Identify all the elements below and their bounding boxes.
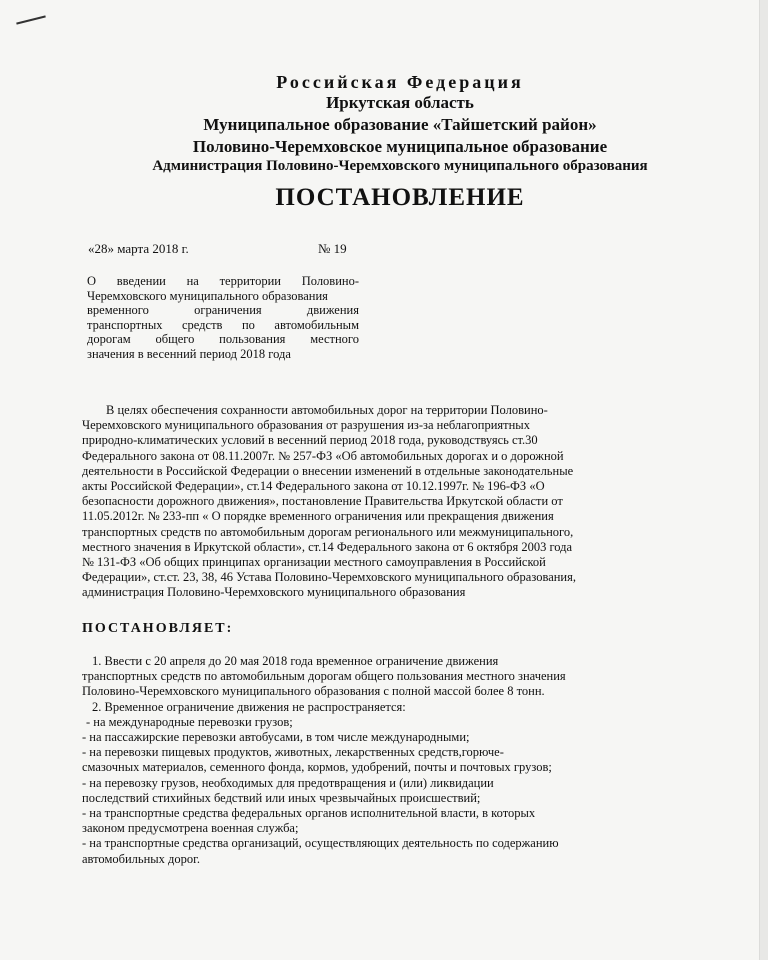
preamble-line: безопасности дорожного движения», постановление Правительства Иркутской области от bbox=[82, 494, 563, 509]
item-line: - на транспортные средства организаций, осуществляющих деятельность по содержанию bbox=[82, 836, 559, 851]
decree-items bbox=[82, 654, 634, 867]
subject-line: значения в весенний период 2018 года bbox=[87, 346, 291, 361]
preamble-line: администрация Половино-Черемховского муниципального образования bbox=[82, 585, 466, 600]
item-line: - на перевозку грузов, необходимых для предотвращения и (или) ликвидации bbox=[82, 775, 494, 790]
header-region: Иркутская область bbox=[326, 93, 474, 112]
header-district: Муниципальное образование «Тайшетский район» bbox=[203, 115, 597, 134]
header-administration: Администрация Половино-Черемховского муниципального образования bbox=[152, 158, 648, 174]
subject-line: временного ограничения движения bbox=[87, 303, 359, 317]
scan-edge bbox=[759, 0, 768, 960]
document-date: «28» марта 2018 г. bbox=[88, 241, 189, 256]
item-line: автомобильных дорог. bbox=[82, 851, 201, 866]
preamble-paragraph bbox=[82, 403, 634, 601]
document-number: № 19 bbox=[318, 241, 347, 256]
preamble-line: транспортных средств по автомобильным дорогам регионального или межмуниципального, bbox=[82, 524, 574, 539]
decree-heading: ПОСТАНОВЛЯЕТ: bbox=[82, 621, 234, 636]
item-line: смазочных материалов, семенного фонда, кормов, удобрений, почты и почтовых грузов; bbox=[82, 760, 552, 775]
item-line: законом предусмотрена военная служба; bbox=[82, 821, 299, 836]
preamble-line: Черемховского муниципального образования от разрушения из-за неблагоприятных bbox=[82, 418, 530, 433]
preamble-line: Федерального закона от 08.11.2007г. № 257-ФЗ «Об автомобильных дорогах и о дорожной bbox=[82, 448, 564, 463]
preamble-line: Федерации», ст.ст. 23, 38, 46 Устава Половино-Черемховского муниципального образования, bbox=[82, 570, 576, 585]
item-line: последствий стихийных бедствий или иных чрезвычайных происшествий; bbox=[82, 790, 481, 805]
header-country: Российская Федерация bbox=[276, 72, 524, 92]
preamble-line: В целях обеспечения сохранности автомобильных дорог на территории Половино- bbox=[106, 403, 548, 417]
item-line: - на транспортные средства федеральных органов исполнительной власти, в которых bbox=[82, 806, 536, 821]
preamble-line: местного значения в Иркутской области», ст.14 Федерального закона от 6 октября 2003 года bbox=[82, 539, 573, 554]
item-line: - на международные перевозки грузов; bbox=[86, 714, 293, 729]
header-municipality: Половино-Черемховское муниципальное образование bbox=[192, 137, 608, 156]
subject-line: О введении на территории Половино- bbox=[87, 274, 359, 288]
preamble-line: деятельности в Российской Федерации о внесении изменений в отдельные законодательные bbox=[82, 463, 574, 478]
item-line: 1. Ввести с 20 апреля до 20 мая 2018 года временное ограничение движения bbox=[92, 654, 499, 668]
item-line: - на перевозки пищевых продуктов, животных, лекарственных средств,горюче- bbox=[82, 745, 504, 760]
pen-mark bbox=[16, 15, 46, 24]
subject-line: Черемховского муниципального образования bbox=[87, 288, 328, 303]
item-line: - на пассажирские перевозки автобусами, в том числе международными; bbox=[82, 730, 470, 745]
document-title: ПОСТАНОВЛЕНИЕ bbox=[275, 184, 525, 211]
preamble-line: № 131-ФЗ «Об общих принципах организации местного самоуправления в Российской bbox=[82, 555, 546, 570]
item-line: Половино-Черемховского муниципального образования с полной массой более 8 тонн. bbox=[82, 684, 545, 699]
item-line: транспортных средств по автомобильным дорогам общего пользования местного значения bbox=[82, 669, 566, 684]
document-subject bbox=[87, 274, 359, 361]
subject-line: дорогам общего пользования местного bbox=[87, 332, 359, 346]
preamble-line: природно-климатических условий в весенний период 2018 года, руководствуясь ст.30 bbox=[82, 433, 538, 448]
preamble-line: 11.05.2012г. № 233-пп « О порядке временного ограничения или прекращения движения bbox=[82, 509, 554, 524]
item-line: 2. Временное ограничение движения не распространяется: bbox=[92, 699, 406, 714]
subject-line: транспортных средств по автомобильным bbox=[87, 317, 359, 332]
preamble-line: акты Российской Федерации», ст.14 Федерального закона от 10.12.1997г. № 196-ФЗ «О bbox=[82, 479, 545, 494]
